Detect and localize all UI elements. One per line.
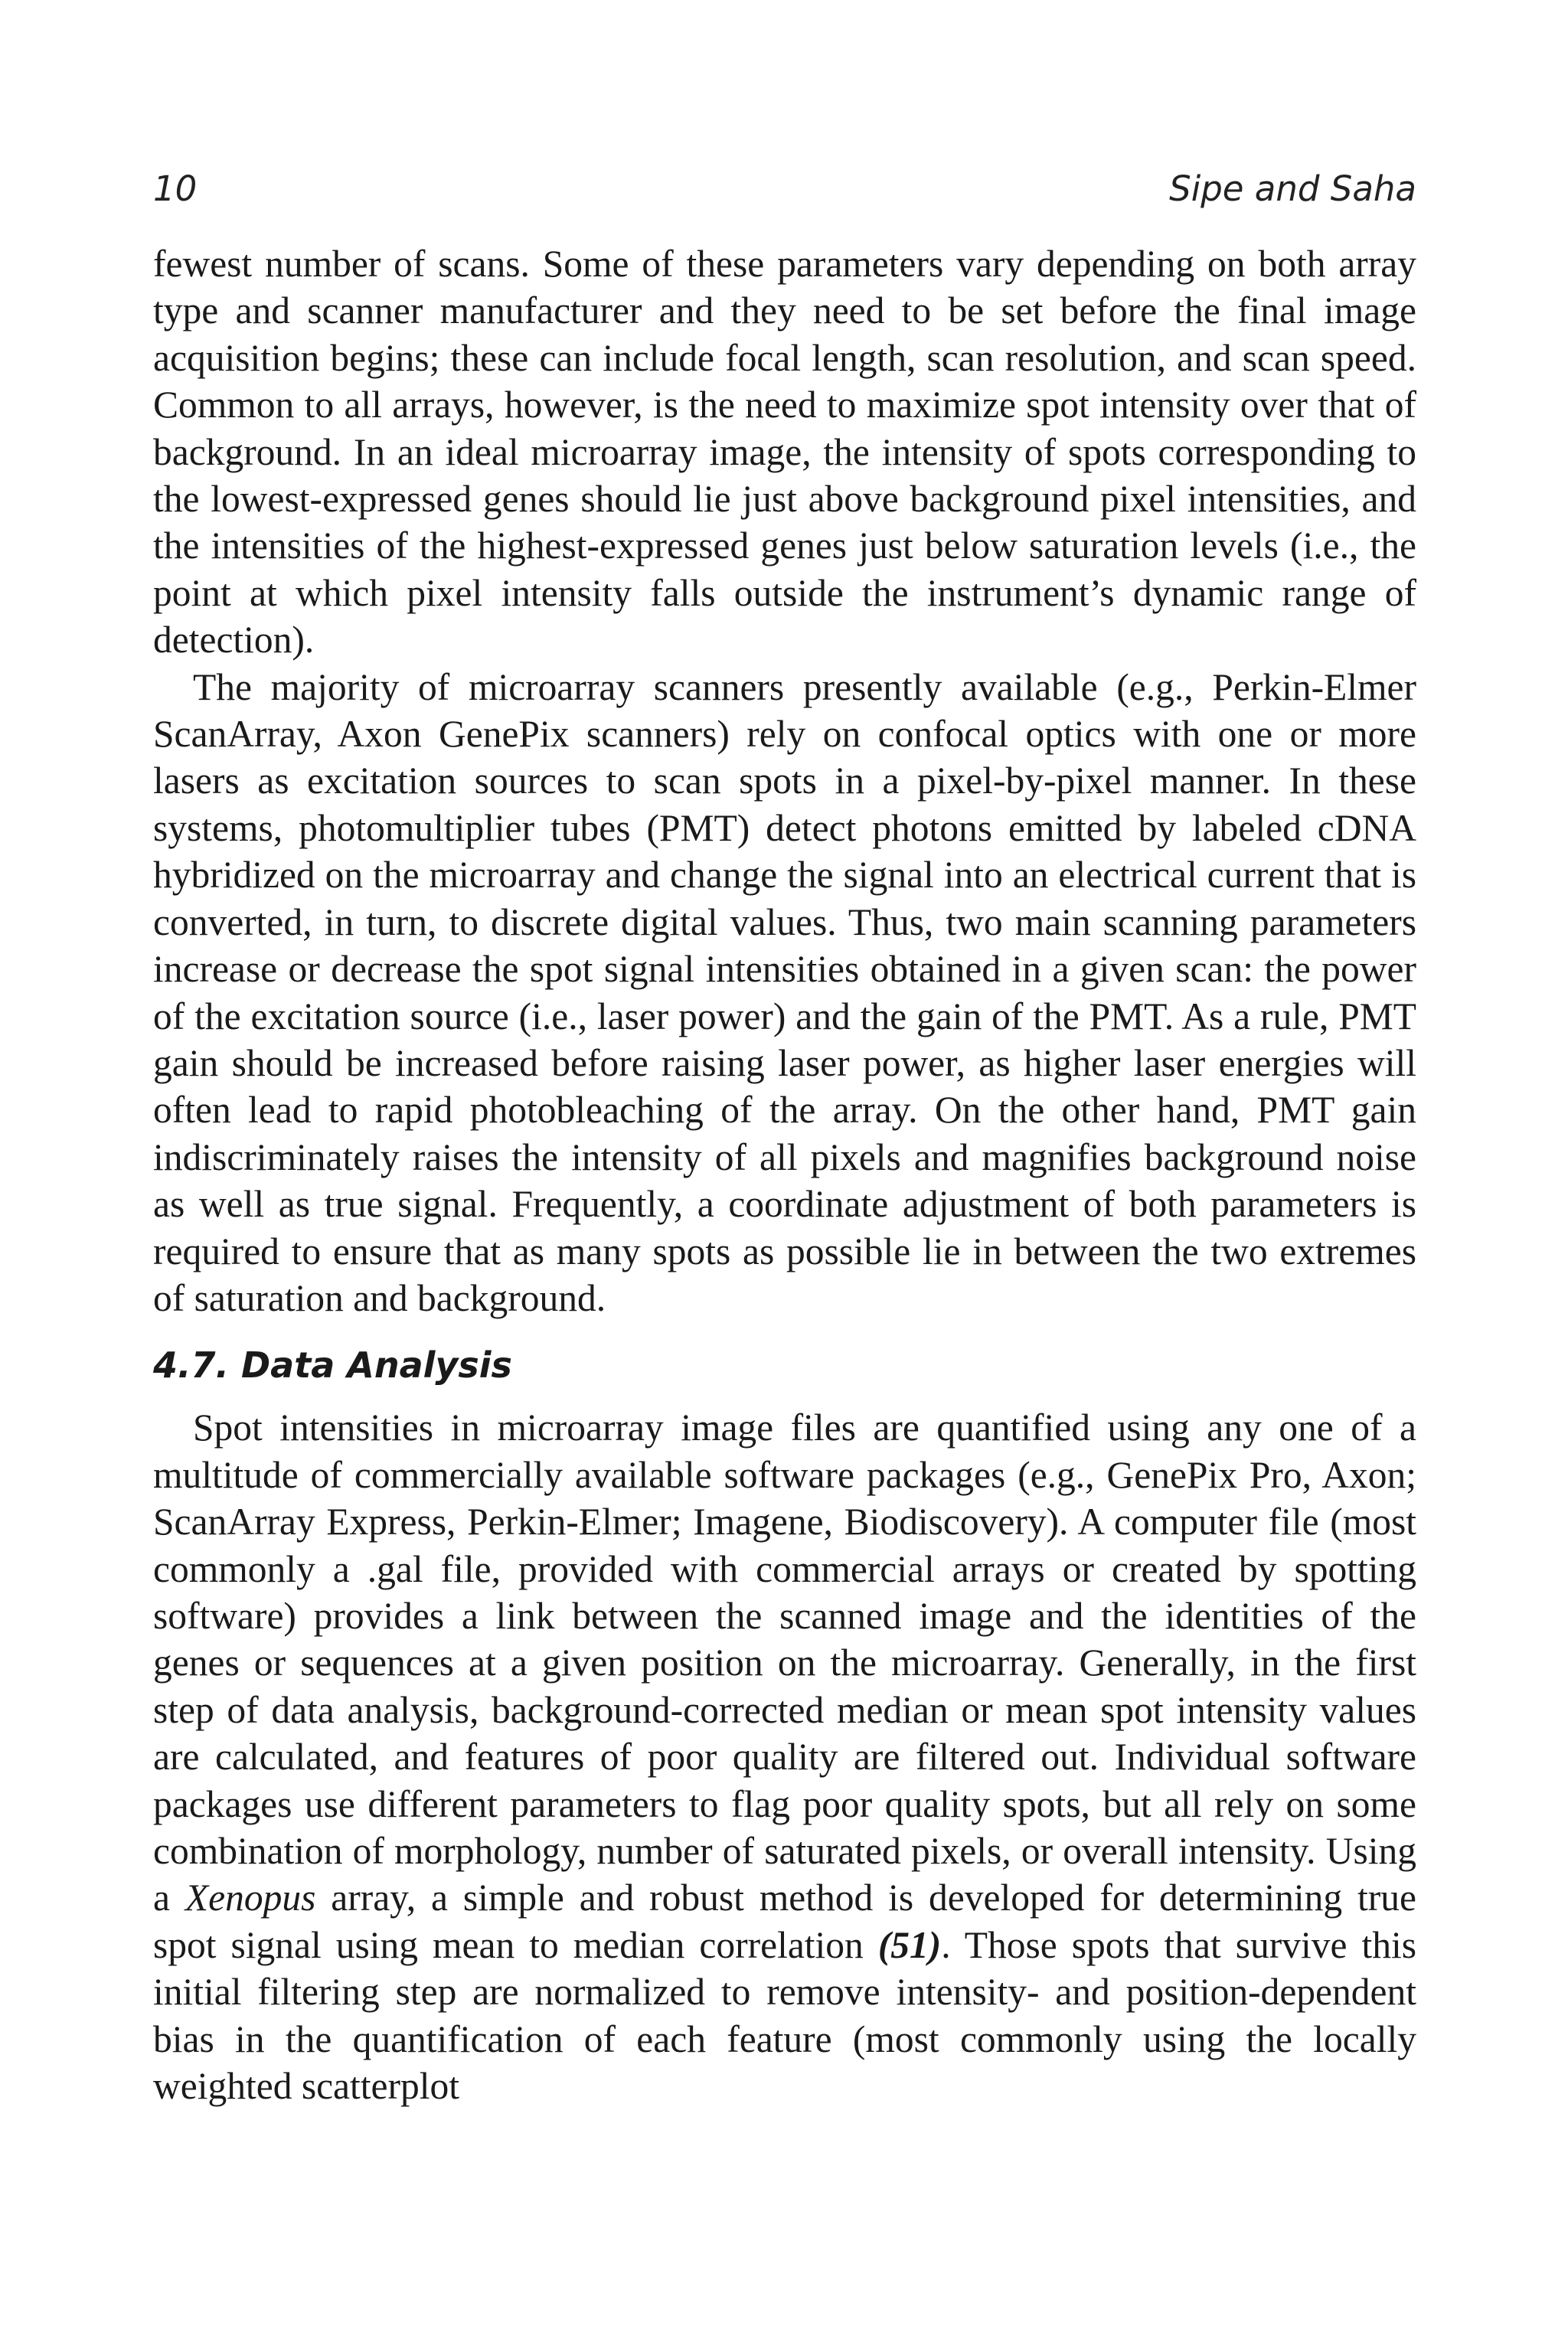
- book-page: [153, 168, 1416, 2109]
- running-title: Sipe and Saha: [1169, 168, 1416, 209]
- paragraph-text-2: array, a simple and robust method is developed for determining true spot signal using mean to median correlation: [153, 1877, 1416, 1966]
- reference-citation: (51): [877, 1923, 942, 1966]
- paragraph-text-3: . Those spots that survive this initial filtering step are normalized to remove intensity- and position-dependent bias in the quantification of each feature (most commonly using the locally weighted scatterplot: [153, 1923, 1416, 2108]
- species-name: Xenopus: [185, 1877, 316, 1919]
- paragraph-text-1: Spot intensities in microarray image files are quantified using any one of a multitude of commercially available software packages (e.g., GenePix Pro, Axon; ScanArray Express, Perkin-Elmer; Imagene, Biodiscovery). A computer file (most commonly a .gal file, provided with commercial arrays or created by spotting software) provides a link between the scanned image and the identities of the genes or sequences at a given position on the microarray. Generally, in the first step of data analysis, background-corrected median or mean spot intensity values are calculated, and features of poor quality are filtered out. Individual software packages use different parameters to flag poor quality spots, but all rely on some combination of morphology, number of saturated pixels, or overall intensity. Using a: [153, 1406, 1416, 1919]
- section-heading: 4.7. Data Analysis: [153, 1344, 512, 1387]
- body-text: [153, 240, 1416, 2109]
- paragraph-continued: fewest number of scans. Some of these parameters vary depending on both array type and scanner manufacturer and they need to be set before the final image acquisition begins; these can include focal length, scan resolution, and scan speed. Common to all arrays, however, is the need to maximize spot intensity over that of background. In an ideal microarray image, the intensity of spots corresponding to the lowest-expressed genes should lie just above background pixel intensities, and the intensities of the highest-expressed genes just below saturation levels (i.e., the point at which pixel intensity falls outside the instrument’s dynamic range of detection).: [153, 243, 1416, 662]
- running-head: [153, 168, 1416, 222]
- page-number: 10: [153, 168, 198, 209]
- paragraph-data-analysis: [153, 1404, 1416, 2109]
- paragraph-scanners: The majority of microarray scanners presently available (e.g., Perkin-Elmer ScanArray, Axon GenePix scanners) rely on confocal optics with one or more lasers as excitation sources to scan spots in a pixel-by-pixel manner. In these systems, photomultiplier tubes (PMT) detect photons emitted by labeled cDNA hybridized on the microarray and change the signal into an electrical current that is converted, in turn, to discrete digital values. Thus, two main scanning parameters increase or decrease the spot signal intensities obtained in a given scan: the power of the excitation source (i.e., laser power) and the gain of the PMT. As a rule, PMT gain should be increased before raising laser power, as higher laser energies will often lead to rapid photobleaching of the array. On the other hand, PMT gain indiscriminately raises the intensity of all pixels and magnifies background noise as well as true signal. Frequently, a coordinate adjustment of both parameters is required to ensure that as many spots as possible lie in between the two extremes of saturation and background.: [153, 665, 1416, 1319]
